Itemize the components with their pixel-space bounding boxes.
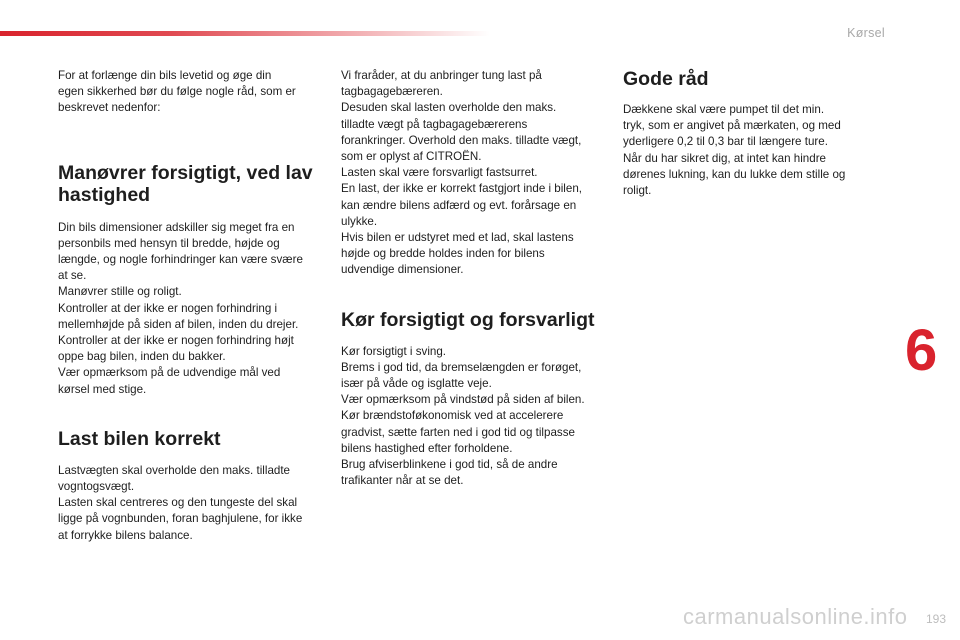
heading-manoeuvre: Manøvrer forsigtigt, ved lav hastighed	[58, 161, 313, 206]
column-right	[623, 68, 885, 199]
heading-advice: Gode råd	[623, 68, 709, 90]
header-accent-bar	[0, 31, 490, 36]
watermark: carmanualsonline.info	[683, 604, 908, 629]
column-left	[58, 68, 320, 544]
heading-load: Last bilen korrekt	[58, 427, 221, 450]
manoeuvre-text: Din bils dimensioner adskiller sig meget fra en personbils med hensyn til bredde, højde og længde, og nogle forhindringer kan være svære at se. Manøvrer stille og roligt. Kontroller at der ikke er nogen forhindring i mellemhøjde på siden af bilen, inden du drejer. Kontroller at der ikke er nogen forhindring højt oppe bag bilen, inden du bakker. Vær opmærksom på de udvendige mål ved kørsel med stige.	[58, 220, 303, 396]
chapter-number: 6	[905, 318, 938, 383]
drive-text: Kør forsigtigt i sving. Brems i god tid, da bremselængden er forøget, især på våde og isglatte veje. Vær opmærksom på vindstød på siden af bilen. Kør brændstoføkonomisk ved at accelerere gradvist, sætte farten ned i god tid og tilpasse bilens hastighed efter forholdene. Brug afviserblinkene i god tid, så de andre trafikanter når at se det.	[341, 344, 585, 488]
page-number: 193	[925, 612, 946, 626]
roof-load-text: Vi fraråder, at du anbringer tung last på tagbagagebæreren. Desuden skal lasten overholde den maks. tilladte vægt på tagbagagebærerens forankringer. Overhold den maks. tilladte vægt, som er oplyst af CITROËN. Lasten skal være forsvarligt fastsurret. En last, der ikke er korrekt fastgjort inde i bilen, kan ændre bilens adfærd og evt. forårsage en ulykke. Hvis bilen er udstyret med et lad, skal lastens højde og bredde holdes inden for bilens udvendige dimensioner.	[341, 69, 583, 277]
load-text: Lastvægten skal overholde den maks. tilladte vogntogsvægt. Lasten skal centreres og den tungeste del skal ligge på vognbunden, foran baghjulene, for ikke at forrykke bilens balance.	[58, 463, 303, 542]
column-middle	[341, 68, 603, 489]
intro-text: For at forlænge din bils levetid og øge din egen sikkerhed bør du følge nogle råd, som er beskrevet nedenfor:	[58, 69, 296, 115]
heading-drive: Kør forsigtigt og forsvarligt	[341, 308, 595, 331]
section-label: Kørsel	[847, 26, 885, 40]
advice-text: Dækkene skal være pumpet til det min. tryk, som er angivet på mærkaten, og med yderligere 0,2 til 0,3 bar til længere ture. Når du har sikret dig, at intet kan hindre dørenes lukning, kan du lukke dem stille og roligt.	[623, 103, 846, 198]
